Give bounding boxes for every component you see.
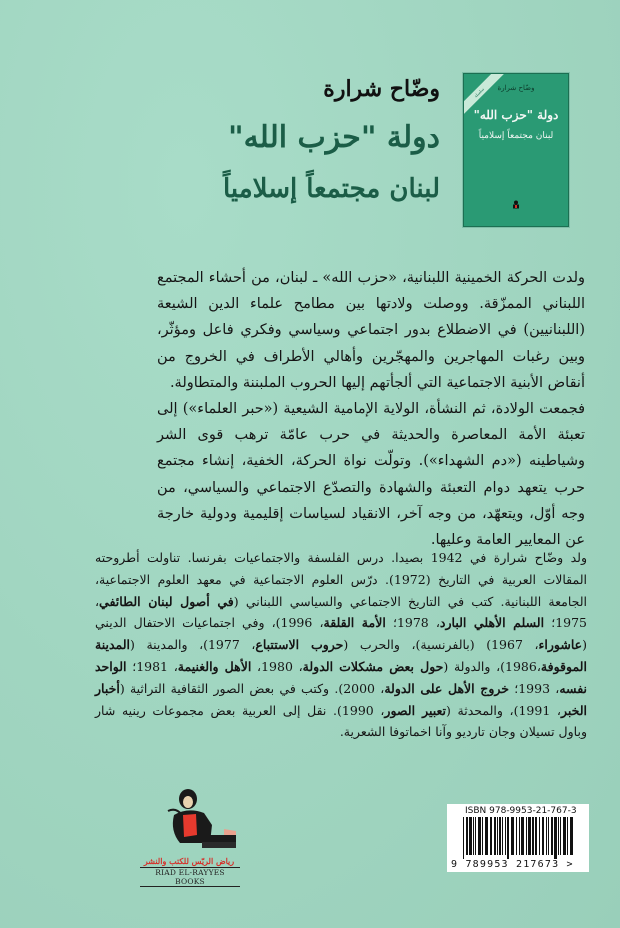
bio-book-title: في أصول لبنان الطائفي — [99, 593, 234, 609]
barcode-bar — [563, 817, 566, 855]
bio-book-title: حروب الاستتباع — [255, 637, 344, 653]
author-bio — [95, 547, 587, 743]
bio-text: ، 1993؛ — [509, 680, 560, 696]
blurb-paragraph-1: ولدت الحركة الخمينية اللبنانية، «حزب الله» ـ لبنان، من أحشاء المجتمع اللبناني الممزّقة. ووصلت ولادتها بين مطامح علماء الدين الشيعة (اللبنانيين) في الاضطلاع بدور اجتماعي وسياسي وفكري فاعل ومؤثّر، وبين رغبات المهاجرين والمهجّرين وأهالي الأطراف في الخروج من أنقاض الأبنية الاجتماعية التي ألجأتهم إليها الحروب الملبننة والمتطاولة. — [157, 270, 585, 391]
cover-thumbnail-author: وضّاح شرارة — [497, 84, 535, 92]
blurb — [157, 265, 585, 553]
cover-thumbnail-title: دولة "حزب الله" — [473, 108, 559, 122]
barcode-bar — [502, 817, 503, 855]
bio-book-title: أخبار الخبر — [95, 680, 587, 718]
bio-book-title: الواحد نفسه — [95, 658, 587, 696]
barcode-bar — [560, 817, 561, 855]
barcode-bar — [542, 817, 544, 855]
bio-book-title: الأهل والغنيمة — [177, 658, 252, 674]
bio-book-title: عاشوراء — [538, 637, 583, 653]
barcode-bar — [478, 817, 481, 855]
barcode-bar — [532, 817, 534, 855]
blurb-paragraph-2: فجمعت الولادة، ثم النشأة، الولاية الإمامية الشيعية («حبر العلماء») إلى تعبئة الأمة المعاصرة والحديثة في حرب عامّة ترهب قوى الشر وشياطينه («دم الشهداء»). وتولّت نواة الحركة، الخفية، إنشاء مجتمع حرب يتعهد دوام التعبئة والشهادة والتصدّع الاجتماعي والسياسي، من وجه أوّل، ويتعهّد، من وجه آخر، الانقياد لسياسات إقليمية ودولية خارجة عن المعايير العامة وعليها. — [157, 401, 585, 549]
bio-book-title: خروج الأهل على الدولة — [384, 680, 509, 696]
barcode-bar — [516, 817, 517, 855]
bio-text: ، 1991)، والمحدثة ( — [446, 702, 561, 718]
barcode-bar — [490, 817, 492, 855]
author-name: وضّاح شرارة — [323, 76, 440, 102]
book-subtitle: لبنان مجتمعاً إسلامياً — [222, 174, 440, 204]
bio-text: ، 1975؛ — [95, 593, 587, 631]
bio-book-title: حول بعض مشكلات الدولة — [302, 658, 444, 674]
barcode-bar — [482, 817, 483, 855]
barcode-bar — [554, 817, 557, 859]
barcode-bar — [548, 817, 549, 855]
bio-book-title: السلم الأهلي البارد — [439, 615, 545, 631]
bio-book-title: المدينة الموقوفة — [95, 637, 587, 674]
barcode-bar — [507, 817, 509, 859]
barcode-bar — [469, 817, 472, 855]
barcode-bar — [539, 817, 540, 855]
bio-text: ، 1990). نقل إلى العربية بعض مجموعات رينيه شار وباول تسيلان وجان تارديو وآنا اخماتوفا الشعرية. — [95, 702, 587, 740]
bio-text: ، 1978؛ — [385, 615, 440, 631]
barcode-bar — [499, 817, 501, 855]
barcode-bar — [551, 817, 553, 855]
barcode-bar — [558, 817, 559, 855]
publisher-latin-name: RIAD EL-RAYYES BOOKS — [140, 867, 240, 887]
barcode-bar — [475, 817, 476, 855]
barcode-bar — [528, 817, 531, 855]
book-title: دولة "حزب الله" — [227, 120, 440, 155]
isbn-label: ISBN 978-9953-21-767-3 — [465, 806, 577, 816]
bio-text: ولد وضّاح شرارة في 1942 بصيدا. درس الفلسفة والاجتماعيات بفرنسا. تناولت أطروحته المقالات العربية في التاريخ (1972). درّس العلوم الاجتماعية في معهد العلوم الاجتماعية، الجامعة اللبنانية. كتب في التاريخ الاجتماعي والسياسي اللبناني ( — [95, 550, 588, 609]
barcode-bar — [494, 817, 496, 855]
bio-text: ، 1981؛ — [126, 658, 178, 674]
barcode-bar — [497, 817, 498, 855]
barcode-bar — [521, 817, 524, 855]
barcode-bar — [546, 817, 547, 855]
bio-text: ، 1996)، وفي اجتماعيات الاحتفال الديني ( — [95, 615, 587, 653]
publisher-arabic-name: رياض الريّس للكتب والنشر — [143, 856, 235, 866]
bio-text: ، 1977)، والمدينة ( — [130, 637, 256, 653]
barcode-bar — [466, 817, 468, 855]
bio-book-title: الأمة القلقة — [323, 615, 386, 631]
barcode-bar — [535, 817, 537, 855]
bio-text: ،1986)، والدولة ( — [443, 658, 541, 674]
barcode-bar — [505, 817, 506, 855]
bio-text: ، 2000). وكتب في بعض الصور الثقافية التراثية ( — [119, 680, 385, 696]
barcode-bar — [485, 817, 488, 855]
barcode-digits: 9 789953 217673 > — [451, 859, 574, 870]
isbn-barcode — [447, 804, 589, 872]
publisher-figure-icon — [140, 785, 240, 855]
barcode-bar — [570, 817, 573, 855]
publisher-logo-mini-icon — [510, 200, 522, 210]
publisher-logo — [140, 785, 240, 885]
barcode-bar — [526, 817, 527, 855]
barcode-bar — [567, 817, 568, 855]
barcode-bar — [473, 817, 474, 855]
bio-book-title: تعبير الصور — [384, 702, 447, 718]
barcode-bar — [519, 817, 520, 855]
cover-thumbnail-ribbon: سلسلة — [463, 73, 504, 118]
cover-thumbnail — [463, 73, 569, 227]
cover-thumbnail-subtitle: لبنان مجتمعاً إسلامياً — [478, 131, 554, 141]
bio-text: ، 1967) (بالفرنسية)، والحرب ( — [343, 637, 539, 653]
barcode-bars — [463, 817, 575, 859]
barcode-bar — [463, 817, 464, 859]
bio-text: ، 1980، — [251, 658, 303, 674]
barcode-bar — [511, 817, 514, 855]
